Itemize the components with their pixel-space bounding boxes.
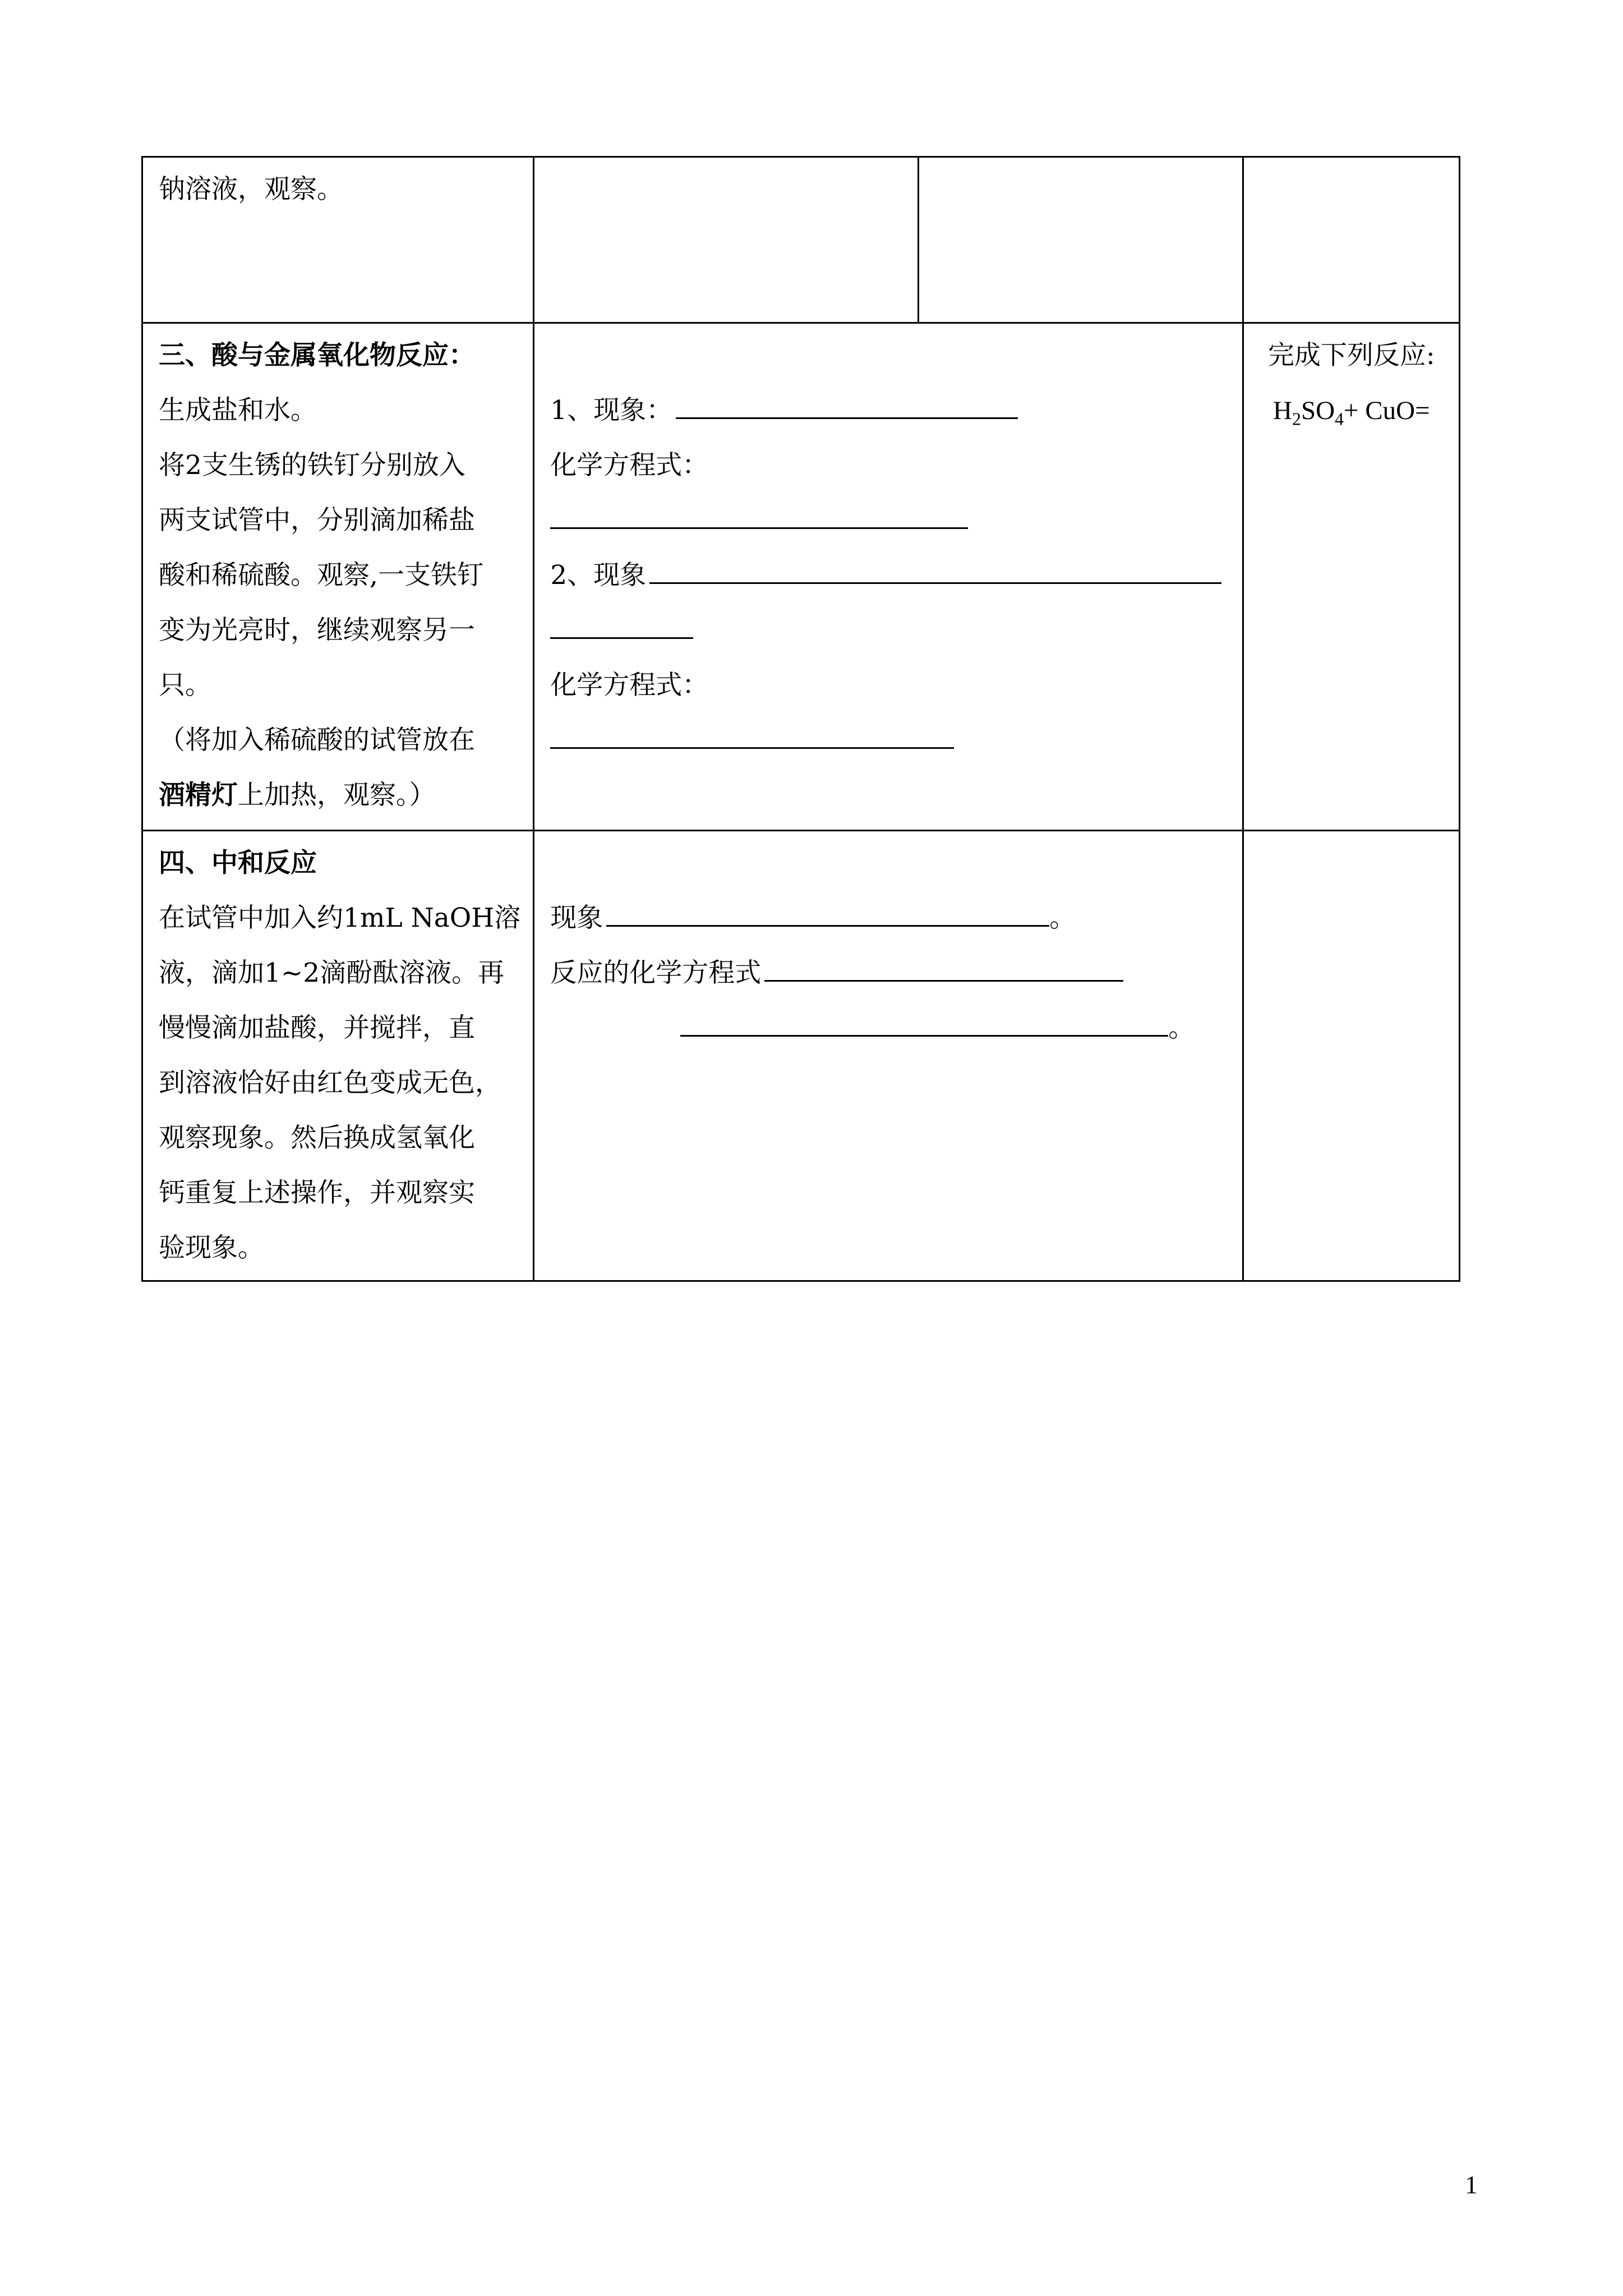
page-number: 1 <box>1465 2170 1478 2199</box>
note-cell <box>1243 323 1460 831</box>
observation: 现象 。 <box>550 903 1076 933</box>
procedure-line: 钙重复上述操作，并观察实 <box>159 1177 475 1208</box>
procedure-cell <box>142 157 534 323</box>
answer-blank <box>680 1034 1168 1037</box>
experiment-table <box>141 156 1460 1282</box>
procedure-line: 酸和稀硫酸。观察,一支铁钉 <box>159 560 483 591</box>
procedure-line: 液，滴加1~2滴酚酞溶液。再 <box>159 958 505 988</box>
table-row <box>142 831 1460 1281</box>
blank-cell <box>919 157 1243 323</box>
procedure-line: 将2支生锈的铁钉分别放入 <box>159 450 465 481</box>
observation-1 <box>550 383 1230 438</box>
procedure-text: 上加热，观察。） <box>238 780 436 811</box>
procedure-line <box>159 768 520 823</box>
observation-label: 2、现象 <box>550 560 647 591</box>
note-text: 完成下列反应: <box>1267 340 1435 371</box>
table-row <box>142 157 1460 323</box>
procedure-text: 钠溶液，观察。 <box>159 174 343 205</box>
equation-label: 化学方程式： <box>550 670 709 701</box>
procedure-line: 变为光亮时，继续观察另一 <box>159 615 475 646</box>
observation-cell <box>534 323 1243 831</box>
procedure-line: 慢慢滴加盐酸，并搅拌，直 <box>159 1013 475 1043</box>
answer-blank <box>606 924 1049 927</box>
procedure-cell <box>142 831 534 1281</box>
table-row <box>142 323 1460 831</box>
answer-blank <box>550 747 954 749</box>
equation <box>550 946 1230 1001</box>
observation-label: 1、现象： <box>550 395 673 426</box>
answer-blank <box>550 637 693 639</box>
note-cell <box>1243 831 1460 1281</box>
procedure-line: 在试管中加入约1mL NaOH溶 <box>159 903 521 933</box>
procedure-cell <box>142 323 534 831</box>
observation-label: 现象 <box>550 903 603 933</box>
emphasis-text: 酒精灯 <box>159 780 238 811</box>
formula-text: $H_2SO_4+ CuO=$ <box>1272 396 1430 429</box>
answer-blank <box>550 527 968 529</box>
procedure-line: 生成盐和水。 <box>159 395 317 426</box>
procedure-line: 观察现象。然后换成氢氧化 <box>159 1122 475 1153</box>
procedure-line: 只。 <box>159 670 211 701</box>
equation-line <box>550 493 1230 548</box>
procedure-line: 验现象。 <box>159 1232 264 1263</box>
section-title: 三、酸与金属氧化物反应： <box>159 340 475 371</box>
equation-line <box>550 713 1230 768</box>
observation-2-cont <box>550 603 1230 658</box>
procedure-line: 两支试管中，分别滴加稀盐 <box>159 505 475 536</box>
blank-cell <box>534 157 919 323</box>
equation-cont: 。 <box>550 1001 1230 1056</box>
answer-blank <box>676 417 1018 419</box>
equation-label: 反应的化学方程式 <box>550 958 762 988</box>
note-cell <box>1243 157 1460 323</box>
answer-blank <box>764 979 1123 982</box>
procedure-line: 到溶液恰好由红色变成无色， <box>159 1068 501 1098</box>
section-title: 四、中和反应 <box>159 848 317 878</box>
observation-cell <box>534 831 1243 1281</box>
answer-blank <box>649 582 1221 584</box>
observation-2 <box>550 548 1230 603</box>
equation-label: 化学方程式： <box>550 450 709 481</box>
procedure-line: （将加入稀硫酸的试管放在 <box>159 725 475 756</box>
